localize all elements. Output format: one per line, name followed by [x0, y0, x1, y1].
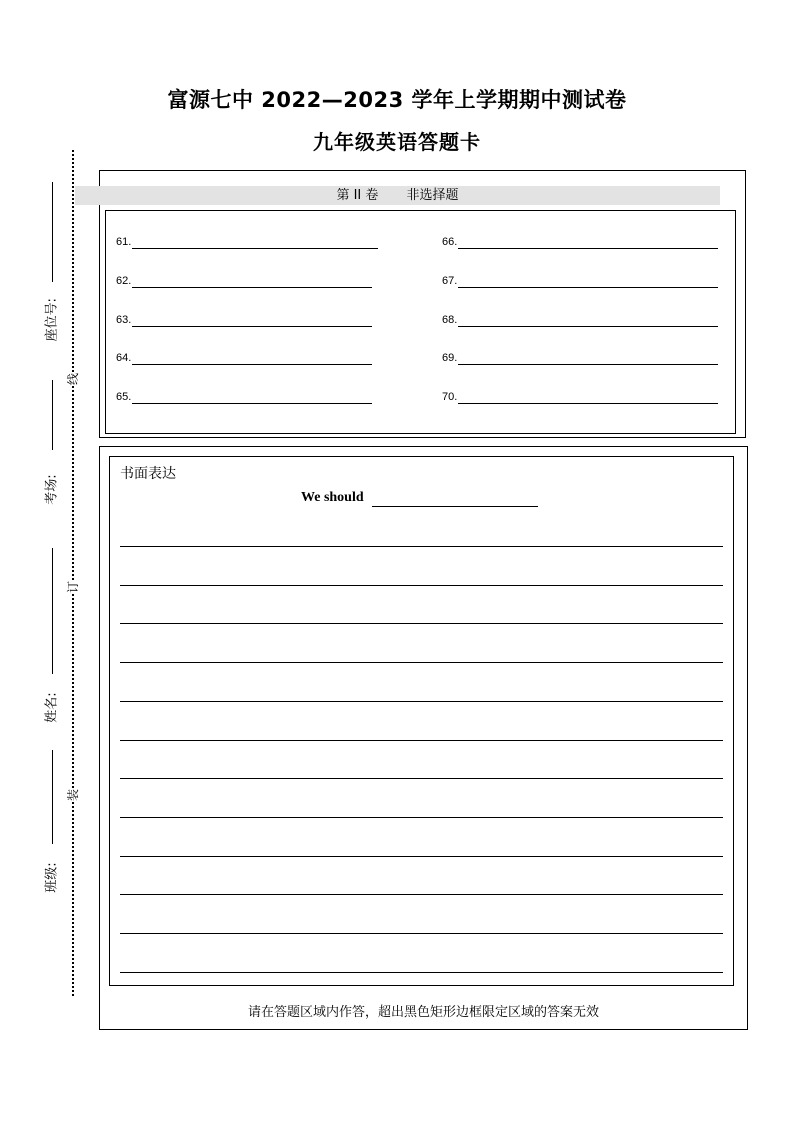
section-part: 第 II 卷	[336, 188, 379, 203]
answer-number: 63.	[116, 314, 132, 326]
class-label: 班级:	[44, 862, 60, 893]
writing-line[interactable]	[120, 546, 723, 547]
answer-70[interactable]	[442, 391, 457, 403]
name-line	[52, 548, 53, 674]
binding-word-line: 线	[66, 373, 80, 386]
answer-blank[interactable]	[458, 364, 718, 365]
class-line	[52, 750, 53, 844]
answer-62[interactable]	[116, 275, 131, 287]
page-subtitle: 九年级英语答题卡	[313, 130, 481, 154]
page-title: 富源七中 2022—2023 学年上学期期中测试卷	[167, 88, 627, 112]
writing-line[interactable]	[120, 972, 723, 973]
answer-66[interactable]	[442, 236, 457, 248]
writing-line[interactable]	[120, 856, 723, 857]
writing-prompt: We should	[301, 490, 364, 505]
writing-line[interactable]	[120, 817, 723, 818]
writing-line[interactable]	[120, 778, 723, 779]
writing-line[interactable]	[120, 701, 723, 702]
answer-number: 68.	[442, 314, 458, 326]
answer-blank[interactable]	[458, 248, 718, 249]
answer-number: 61.	[116, 236, 132, 248]
answer-number: 66.	[442, 236, 458, 248]
binding-word-bind: 装	[66, 789, 80, 802]
answer-63[interactable]	[116, 314, 131, 326]
writing-line[interactable]	[120, 662, 723, 663]
answer-68[interactable]	[442, 314, 457, 326]
answer-67[interactable]	[442, 275, 457, 287]
footer-note: 请在答题区域内作答，超出黑色矩形边框限定区域的答案无效	[247, 1005, 599, 1020]
answer-number: 64.	[116, 352, 132, 364]
answer-number: 69.	[442, 352, 458, 364]
binding-word-staple: 订	[66, 581, 80, 594]
answer-blank[interactable]	[458, 326, 718, 327]
answer-61[interactable]	[116, 236, 131, 248]
section-name: 非选择题	[406, 188, 459, 203]
seat-number-label: 座位号:	[44, 298, 60, 342]
answer-number: 67.	[442, 275, 458, 287]
writing-label: 书面表达	[120, 466, 176, 482]
binding-dotted-line	[72, 150, 74, 996]
answer-blank[interactable]	[458, 287, 718, 288]
writing-box	[109, 456, 734, 986]
writing-line[interactable]	[120, 740, 723, 741]
writing-line[interactable]	[120, 894, 723, 895]
answer-blank[interactable]	[458, 403, 718, 404]
answer-number: 62.	[116, 275, 132, 287]
answer-blank[interactable]	[132, 403, 372, 404]
writing-line[interactable]	[120, 933, 723, 934]
answer-65[interactable]	[116, 391, 131, 403]
exam-room-line	[52, 380, 53, 450]
answer-number: 65.	[116, 391, 132, 403]
answer-69[interactable]	[442, 352, 457, 364]
answer-number: 70.	[442, 391, 458, 403]
answer-blank[interactable]	[132, 248, 378, 249]
answer-64[interactable]	[116, 352, 131, 364]
answer-blank[interactable]	[132, 364, 372, 365]
answer-blank[interactable]	[132, 287, 372, 288]
writing-line[interactable]	[120, 623, 723, 624]
prompt-blank[interactable]	[372, 506, 538, 507]
name-label: 姓名:	[44, 692, 60, 723]
answer-blank[interactable]	[132, 326, 372, 327]
answer-box	[105, 210, 736, 434]
section-header	[75, 186, 720, 205]
exam-room-label: 考场:	[44, 474, 60, 505]
writing-line[interactable]	[120, 585, 723, 586]
seat-number-line	[52, 182, 53, 282]
